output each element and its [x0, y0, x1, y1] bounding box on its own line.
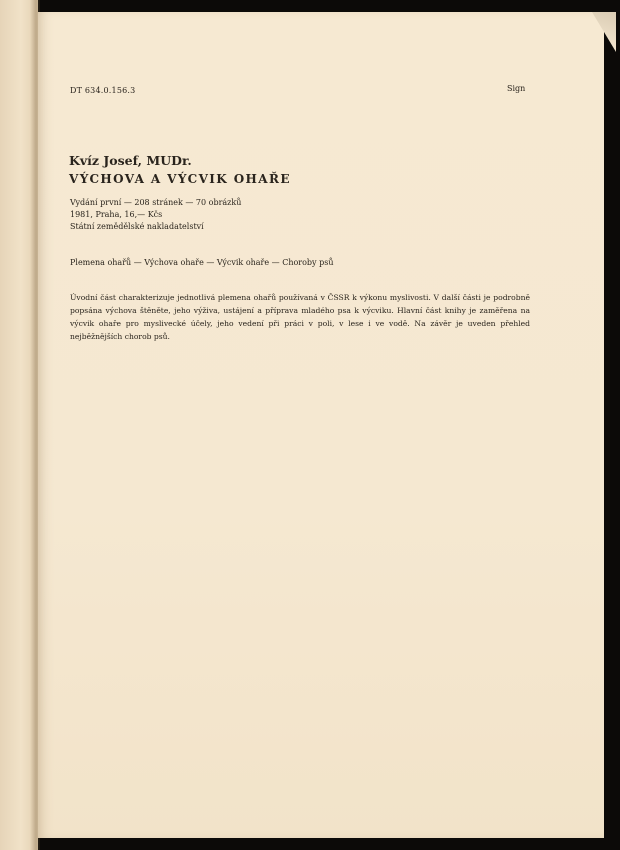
- keywords: Plemena ohařů — Výchova ohaře — Výcvik ohaře — Choroby psů: [70, 258, 334, 267]
- catalog-card-page: [38, 12, 604, 838]
- abstract: Úvodní část charakterizuje jednotlivá plemena ohařů používaná v ČSSR k výkonu myslivosti. V další části je podrobně popsána výchova štěněte, jeho výživa, ustájení a příprava mladého psa k výcviku. Hlavní část knihy je zaměřena na výcvik ohaře pro myslivecké účely, jeho vedení při práci v poli, v lese i ve vodě. Na závěr je uveden přehled nejběžnějších chorob psů.: [70, 293, 530, 341]
- author: Kvíz Josef, MUDr.: [69, 153, 192, 168]
- classification-number: DT 634.0.156.3: [70, 86, 136, 95]
- book-title: VÝCHOVA A VÝCVIK OHAŘE: [69, 172, 291, 186]
- signature-label: Sign: [507, 84, 526, 93]
- publication-info: 1981, Praha, 16,— Kčs: [70, 210, 163, 219]
- publisher: Státní zemědělské nakladatelství: [70, 222, 204, 231]
- edition-info: Vydání první — 208 stránek — 70 obrázků: [70, 198, 242, 207]
